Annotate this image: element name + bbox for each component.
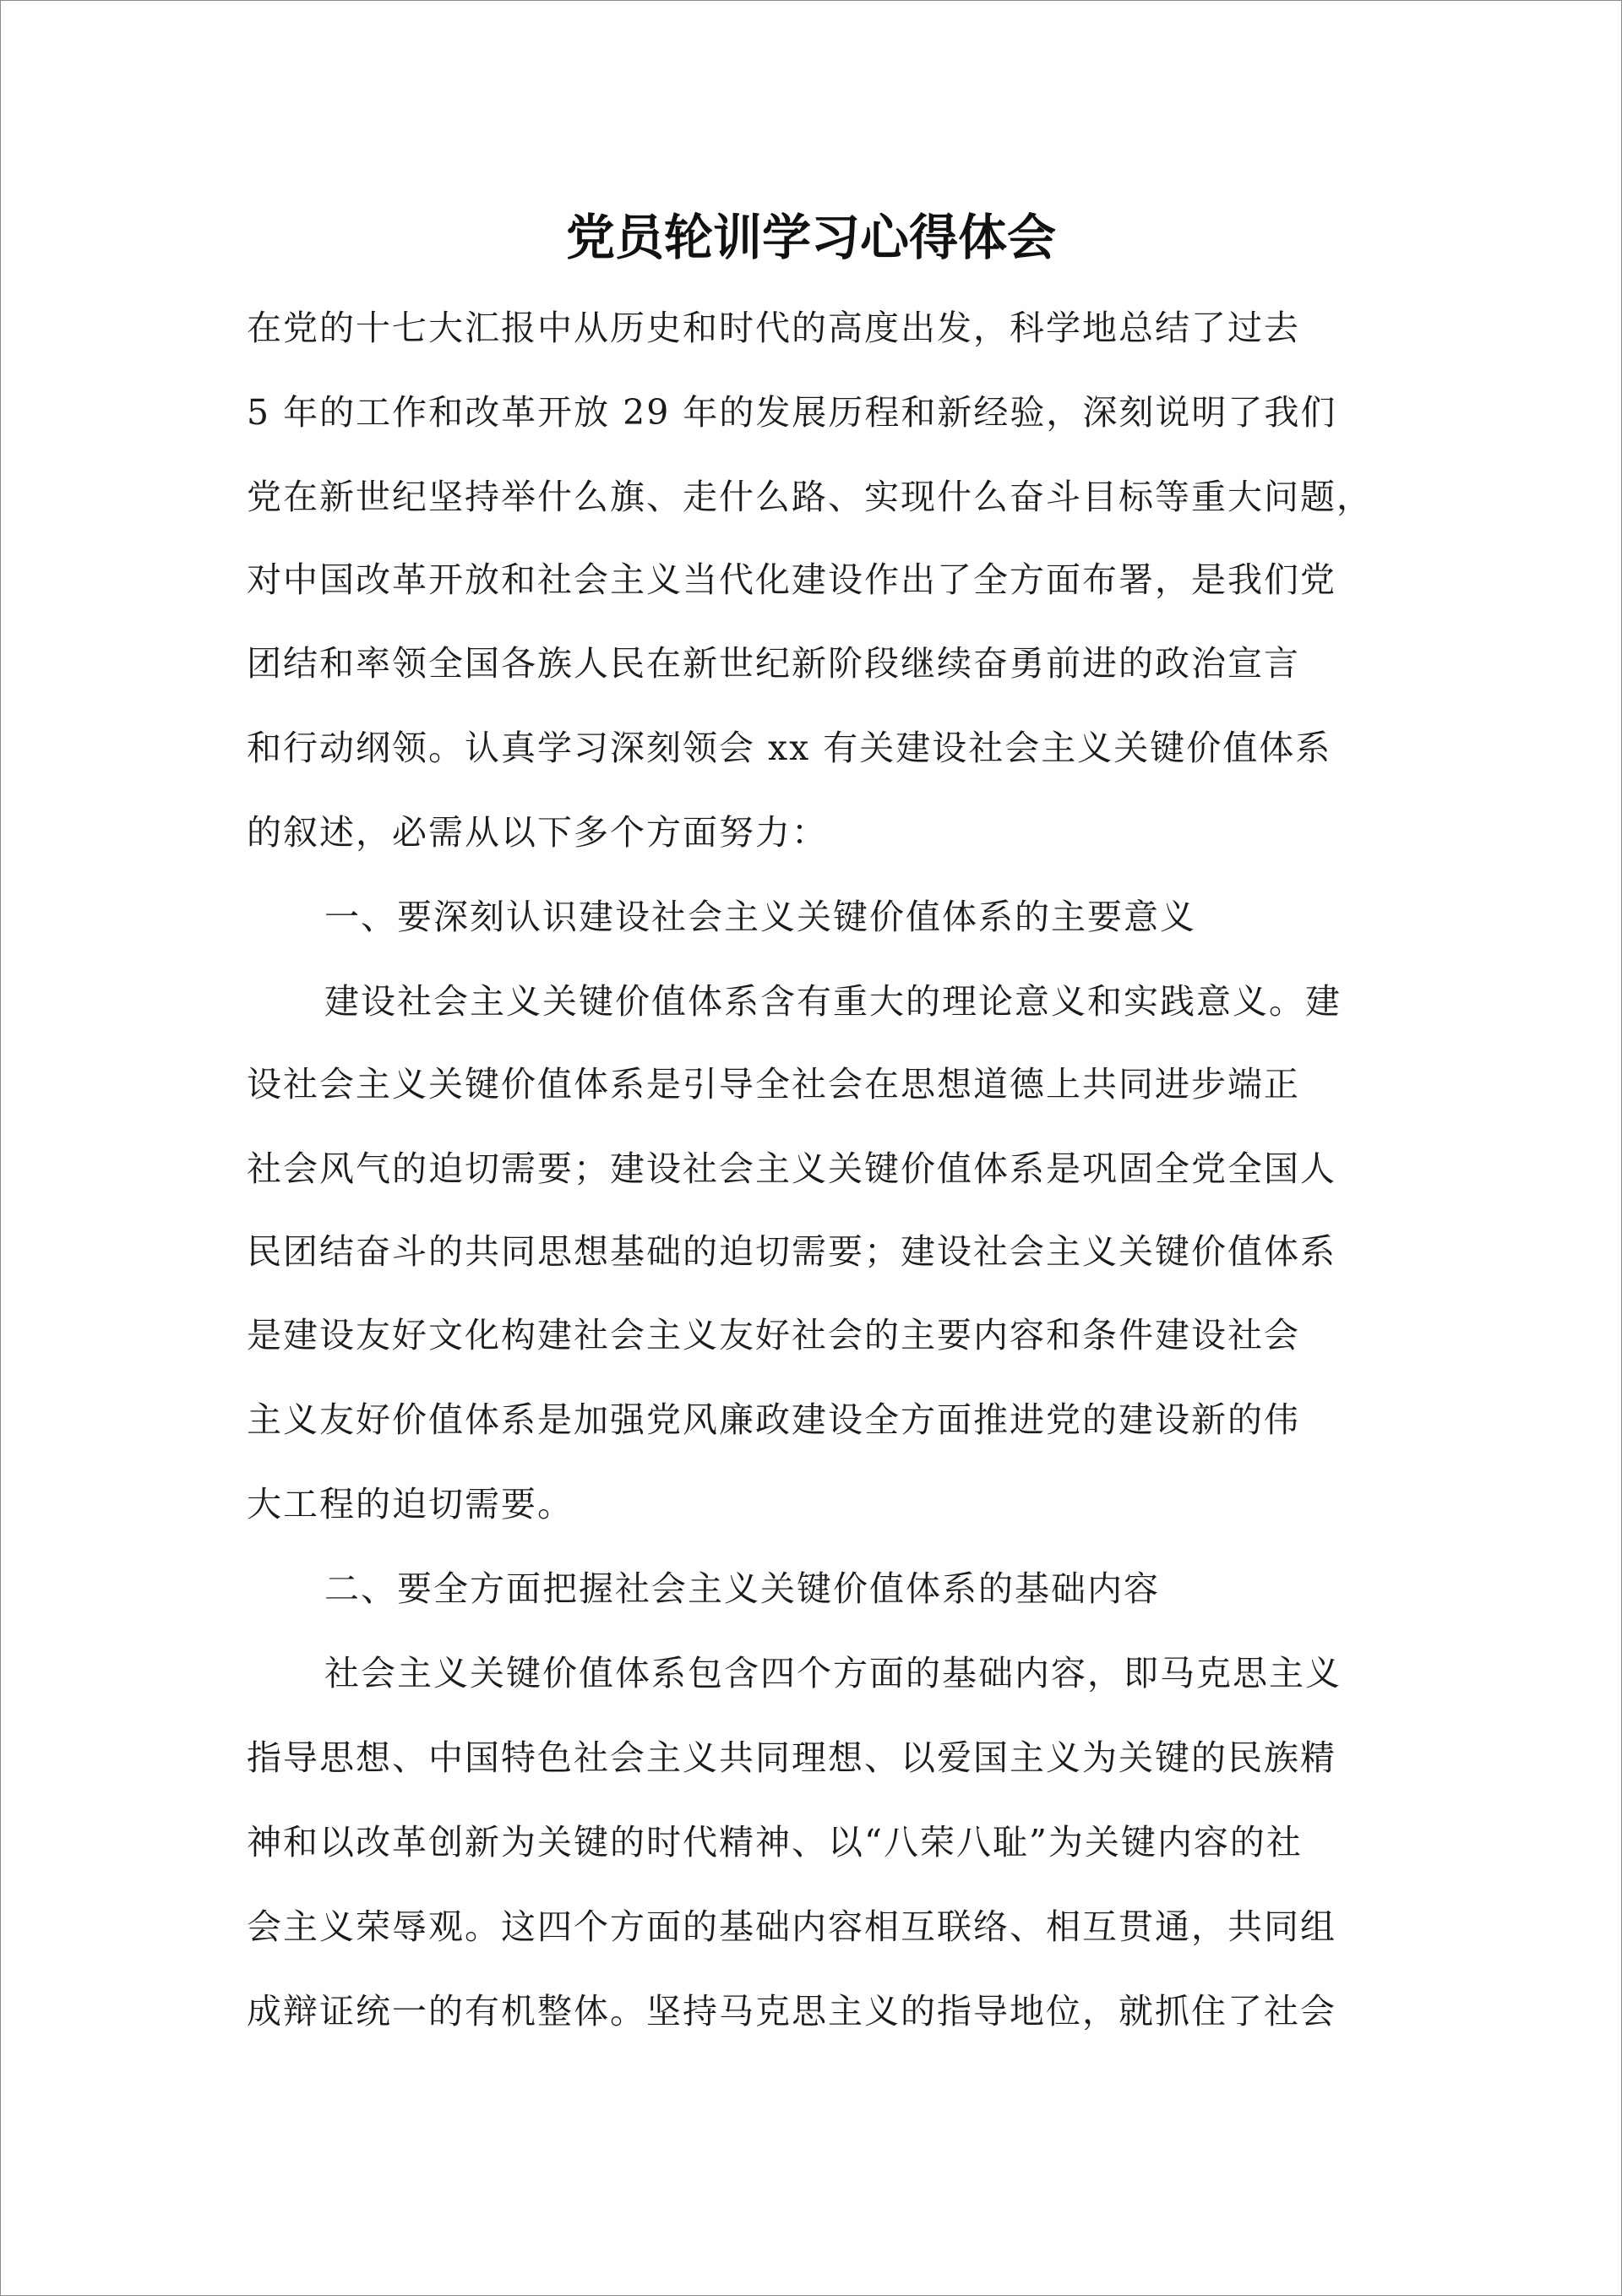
paragraph-line: 在党的十七大汇报中从历史和时代的高度出发，科学地总结了过去 xyxy=(247,308,1300,348)
paragraph-line: 主义友好价值体系是加强党风廉政建设全方面推进党的建设新的伟 xyxy=(247,1399,1300,1440)
paragraph-line: 指导思想、中国特色社会主义共同理想、以爱国主义为关键的民族精 xyxy=(247,1737,1336,1778)
paragraph-line: 大工程的迫切需要。 xyxy=(247,1484,574,1524)
paragraph-line: 民团结奋斗的共同思想基础的迫切需要；建设社会主义关键价值体系 xyxy=(247,1231,1336,1272)
paragraph-line: 会主义荣辱观。这四个方面的基础内容相互联络、相互贯通，共同组 xyxy=(247,1906,1336,1947)
paragraph-line: 神和以改革创新为关键的时代精神、以“八荣八耻”为关键内容的社 xyxy=(247,1822,1303,1862)
paragraph-line: 团结和率领全国各族人民在新世纪新阶段继续奋勇前进的政治宣言 xyxy=(247,643,1300,684)
section-heading: 一、要深刻认识建设社会主义关键价值体系的主要意义 xyxy=(324,897,1196,937)
paragraph-line: 和行动纲领。认真学习深刻领会 xx 有关建设社会主义关键价值体系 xyxy=(247,728,1332,768)
paragraph-line: 对中国改革开放和社会主义当代化建设作出了全方面布署，是我们党 xyxy=(247,559,1336,600)
paragraph-line: 建设社会主义关键价值体系含有重大的理论意义和实践意义。建 xyxy=(324,981,1342,1022)
paragraph-line: 的叙述，必需从以下多个方面努力： xyxy=(247,812,828,853)
paragraph-line: 5 年的工作和改革开放 29 年的发展历程和新经验，深刻说明了我们 xyxy=(247,392,1337,433)
paragraph-line: 成辩证统一的有机整体。坚持马克思主义的指导地位，就抓住了社会 xyxy=(247,1991,1336,2031)
paragraph-line: 社会风气的迫切需要；建设社会主义关键价值体系是巩固全党全国人 xyxy=(247,1148,1336,1189)
section-heading: 二、要全方面把握社会主义关键价值体系的基础内容 xyxy=(324,1568,1160,1609)
paragraph-line: 党在新世纪坚持举什么旗、走什么路、实现什么奋斗目标等重大问题， xyxy=(247,477,1373,517)
paragraph-line: 设社会主义关键价值体系是引导全社会在思想道德上共同进步端正 xyxy=(247,1064,1300,1104)
paragraph-line: 社会主义关键价值体系包含四个方面的基础内容，即马克思主义 xyxy=(324,1653,1342,1693)
page-title: 党员轮训学习心得体会 xyxy=(565,209,1056,266)
paragraph-line: 是建设友好文化构建社会主义友好社会的主要内容和条件建设社会 xyxy=(247,1315,1300,1355)
